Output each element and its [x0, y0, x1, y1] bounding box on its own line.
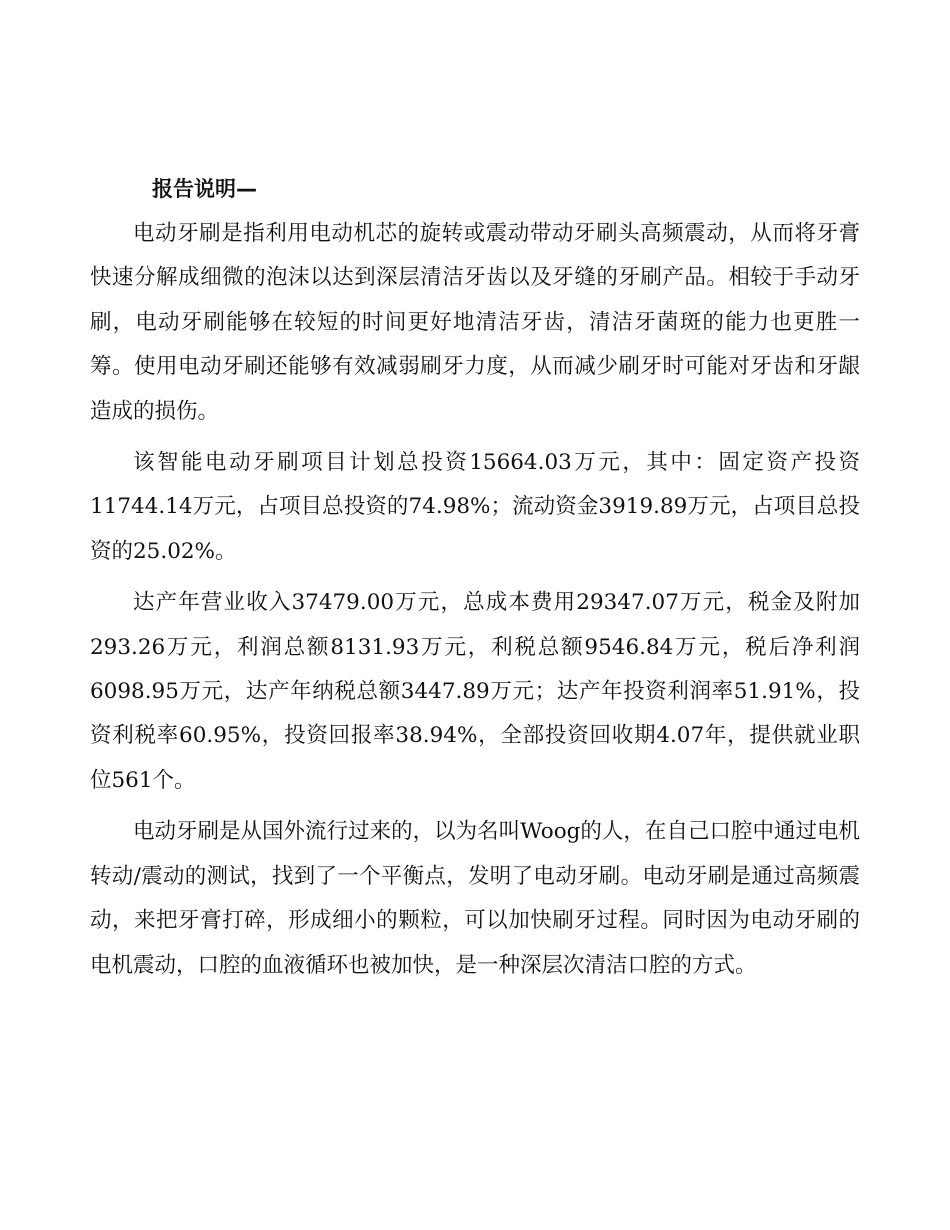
report-body [90, 212, 860, 995]
paragraph-history: 电动牙刷是从国外流行过来的，以为名叫Woog的人，在自己口腔中通过电机转动/震动的测试，找到了一个平衡点，发明了电动牙刷。电动牙刷是通过高频震动，来把牙膏打碎，形成细小的颗粒，可以加快刷牙过程。同时因为电动牙刷的电机震动，口腔的血液循环也被加快，是一种深层次清洁口腔的方式。 [90, 819, 860, 978]
paragraph-revenue: 达产年营业收入37479.00万元，总成本费用29347.07万元，税金及附加293.26万元，利润总额8131.93万元，利税总额9546.84万元，税后净利润6098.95万元，达产年纳税总额3447.89万元；达产年投资利润率51.91%，投资利税率60.95%，投资回报率38.94%，全部投资回收期4.07年，提供就业职位561个。 [90, 590, 860, 793]
paragraph-intro: 电动牙刷是指利用电动机芯的旋转或震动带动牙刷头高频震动，从而将牙膏快速分解成细微的泡沫以达到深层清洁牙齿以及牙缝的牙刷产品。相较于手动牙刷，电动牙刷能够在较短的时间更好地清洁牙齿，清洁牙菌斑的能力也更胜一筹。使用电动牙刷还能够有效减弱刷牙力度，从而减少刷牙时可能对牙齿和牙龈造成的损伤。 [90, 221, 860, 424]
paragraph-investment: 该智能电动牙刷项目计划总投资15664.03万元，其中：固定资产投资11744.14万元，占项目总投资的74.98%；流动资金3919.89万元，占项目总投资的25.02%。 [90, 450, 860, 564]
report-heading: 报告说明— [152, 177, 257, 201]
